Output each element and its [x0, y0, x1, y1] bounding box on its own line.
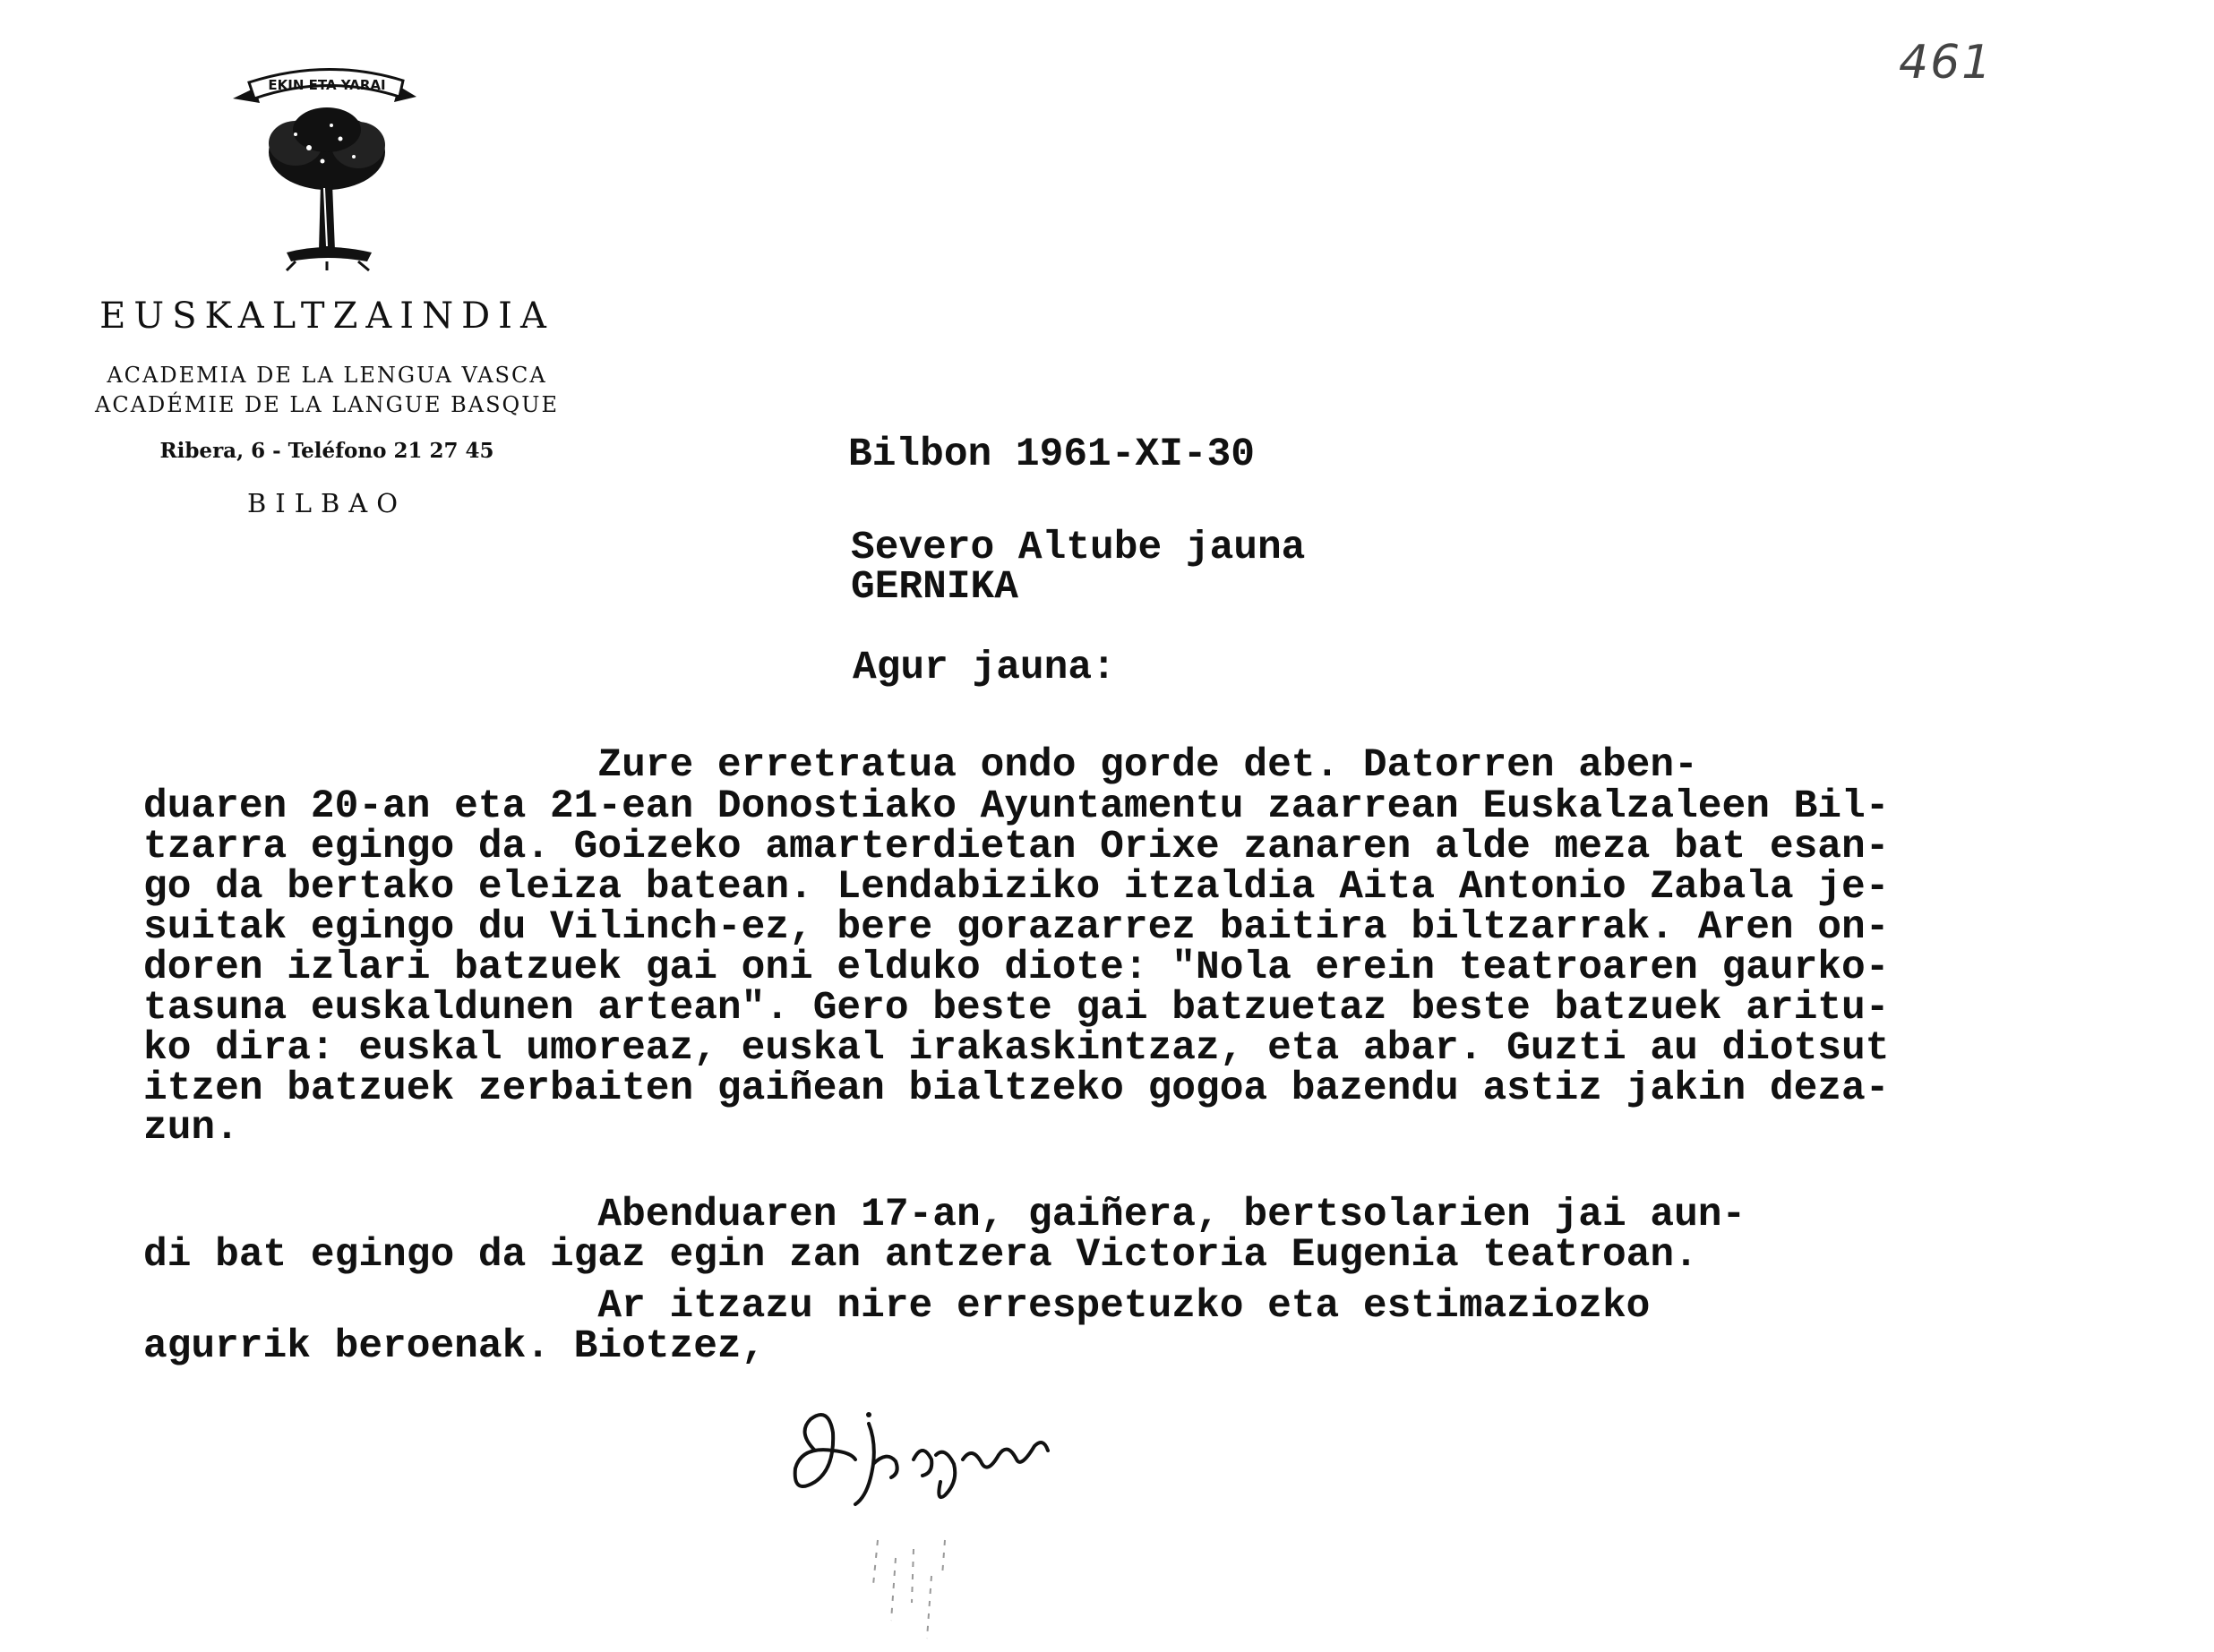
body-line: doren izlari batzuek gai oni elduko diote: "Nola erein teatroaren gaurko- — [143, 946, 1890, 990]
body-line: Ar itzazu nire errespetuzko eta estimaziozko — [143, 1284, 1651, 1329]
archive-number: 461 — [1899, 36, 1994, 90]
body-line: zun. — [143, 1106, 239, 1151]
ink-smudge — [860, 1522, 967, 1648]
handwritten-signature — [779, 1397, 1120, 1513]
recipient-name: Severo Altube jauna — [851, 526, 1306, 570]
salutation: Agur jauna: — [853, 646, 1116, 690]
org-address: Ribera, 6 - Teléfono 21 27 45 — [159, 439, 494, 463]
body-line: suitak egingo du Vilinch-ez, bere gorazarrez baitira biltzarrak. Aren on- — [143, 905, 1890, 950]
letter-date: Bilbon 1961-XI-30 — [848, 432, 1255, 477]
body-line: ko dira: euskal umoreaz, euskal irakaskintzaz, eta abar. Guzti au diotsut — [143, 1026, 1890, 1071]
body-line: agurrik beroenak. Biotzez, — [143, 1324, 766, 1369]
euskaltzaindia-tree-logo — [224, 63, 430, 273]
body-line: Abenduaren 17-an, gaiñera, bertsolarien jai aun- — [143, 1193, 1746, 1237]
body-line: di bat egingo da igaz egin zan antzera Victoria Eugenia teatroan. — [143, 1233, 1698, 1278]
logo-motto: EKIN ETA YARAI — [268, 77, 386, 93]
body-line: tasuna euskaldunen artean". Gero beste gai batzuetaz beste batzuek aritu- — [143, 986, 1890, 1031]
body-line: itzen batzuek zerbaiten gaiñean bialtzeko gogoa bazendu astiz jakin deza- — [143, 1066, 1890, 1111]
body-line: go da bertako eleiza batean. Lendabiziko itzaldia Aita Antonio Zabala je- — [143, 865, 1890, 910]
body-line: duaren 20-an eta 21-ean Donostiako Ayuntamentu zaarrean Euskalzaleen Bil- — [143, 784, 1890, 829]
body-line: Zure erretratua ondo gorde det. Datorren aben- — [143, 743, 1698, 788]
org-name: EUSKALTZAINDIA — [99, 295, 554, 337]
org-subtitle-spanish: ACADEMIA DE LA LENGUA VASCA — [107, 363, 547, 388]
org-subtitle-french: ACADÉMIE DE LA LANGUE BASQUE — [95, 392, 559, 417]
org-city: BILBAO — [246, 488, 408, 518]
body-line: tzarra egingo da. Goizeko amarterdietan Orixe zanaren alde meza bat esan- — [143, 825, 1890, 869]
recipient-city: GERNIKA — [851, 565, 1018, 610]
